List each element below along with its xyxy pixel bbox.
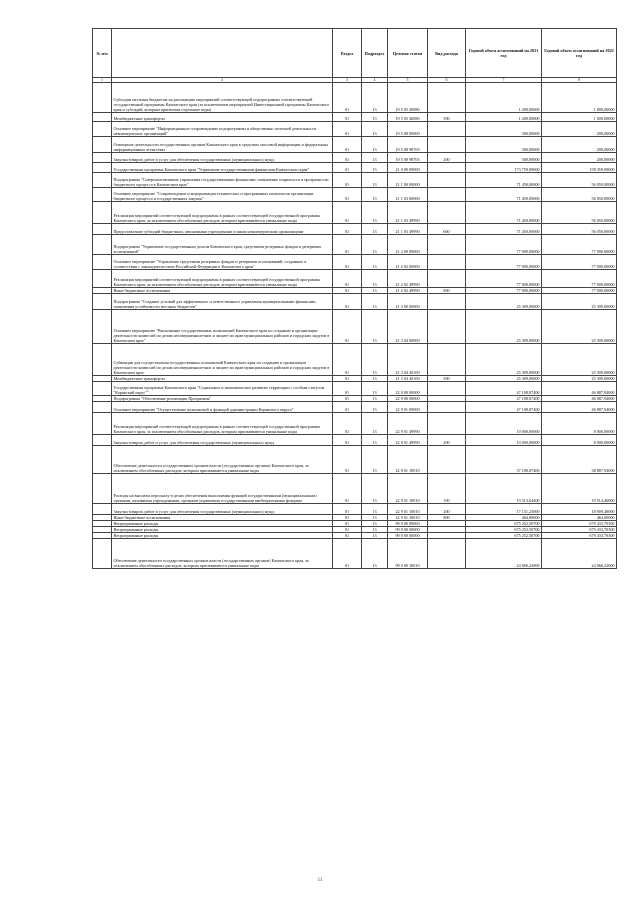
amount-2022-cell: 8 000,00000 <box>542 413 617 435</box>
target-article-cell: 19 5 05 40080 <box>388 83 428 113</box>
podrazdel-cell: 13 <box>362 153 388 163</box>
amount-2022-cell: 24 066,22000 <box>542 539 617 569</box>
target-article-cell: 22 9 01 10010 <box>388 504 428 515</box>
podrazdel-cell: 13 <box>362 382 388 396</box>
item-name-cell: Обеспечение деятельности государственных органов власти (государственных органов) Камчатского края, за исключением обособленных расходов, которым присваиваются уникальные коды <box>112 539 333 569</box>
item-name-cell: Иные бюджетные ассигнования <box>112 515 333 521</box>
row-number-cell <box>93 294 112 310</box>
razdel-cell: 01 <box>333 504 362 515</box>
amount-2021-cell: 10 000,00000 <box>466 435 542 446</box>
table-row <box>93 474 617 504</box>
row-number-cell <box>93 382 112 396</box>
amount-2022-cell: 1 000,00000 <box>542 83 617 113</box>
razdel-cell: 01 <box>333 527 362 533</box>
row-number-cell <box>93 446 112 474</box>
razdel-cell: 01 <box>333 376 362 382</box>
podrazdel-cell: 13 <box>362 224 388 235</box>
amount-2021-cell: 25 309,00000 <box>466 294 542 310</box>
podrazdel-cell: 13 <box>362 396 388 402</box>
expense-type-cell: 200 <box>428 153 466 163</box>
amount-2022-cell: 200,00000 <box>542 137 617 153</box>
amount-2021-cell: 675 252,50700 <box>466 527 542 533</box>
table-row <box>93 310 617 344</box>
target-article-cell: 21 3 04 00000 <box>388 310 428 344</box>
expense-type-cell <box>428 294 466 310</box>
amount-2021-cell: 1 200,00000 <box>466 83 542 113</box>
amount-2022-cell: 56 050,00000 <box>542 173 617 188</box>
amount-2021-cell: 300,00000 <box>466 137 542 153</box>
razdel-cell: 01 <box>333 202 362 224</box>
razdel-cell: 01 <box>333 173 362 188</box>
amount-2021-cell: 71 450,00000 <box>466 188 542 202</box>
target-article-cell: 22 9 01 10010 <box>388 515 428 521</box>
amount-2022-cell: 77 000,00000 <box>542 288 617 294</box>
podrazdel-cell: 13 <box>362 113 388 122</box>
item-name-cell: Закупка товаров, работ и услуг для обеспечения государственных (муниципальных) нужд <box>112 435 333 446</box>
item-name-cell: Расходы на выплаты персоналу в целях обеспечения выполнения функций государственными (муниципальными) органами, казенными учреждениями, органами управления государственными внебюджетными фондами <box>112 474 333 504</box>
item-name-cell: Основное мероприятие "Выполнение государственных полномочий Камчатского края по созданию и организации деятельности комиссий по делам несовершеннолетних и защите их прав муниципальных районов и городских округов в Камчатском крае" <box>112 310 333 344</box>
row-number-cell <box>93 270 112 288</box>
column-number: 8 <box>542 78 617 83</box>
target-article-cell: 99 0 00 10010 <box>388 539 428 569</box>
amount-2022-cell: 77 000,00000 <box>542 255 617 270</box>
row-number-cell <box>93 310 112 344</box>
podrazdel-cell: 13 <box>362 413 388 435</box>
razdel-cell: 01 <box>333 521 362 527</box>
target-article-cell: 22 9 01 10010 <box>388 474 428 504</box>
table-row <box>93 270 617 288</box>
item-name-cell: Реализация мероприятий соответствующей подпрограммы в рамках соответствующей государственной программы Камчатского края, за исключением обособленных расходов, которым присваиваются уникальные коды <box>112 270 333 288</box>
row-number-cell <box>93 202 112 224</box>
row-number-cell <box>93 539 112 569</box>
podrazdel-cell: 13 <box>362 122 388 137</box>
item-name-cell: Субсидии местным бюджетам на реализацию мероприятий соответствующей подпрограммы соответствующей государственной программы Камчатского края (за исключением мероприятий Инвестиционной программы Камчатского края и субсидий, которым присвоены отдельные коды) <box>112 83 333 113</box>
expense-type-cell <box>428 163 466 173</box>
podrazdel-cell: 13 <box>362 310 388 344</box>
podrazdel-cell: 13 <box>362 376 388 382</box>
table-row <box>93 255 617 270</box>
razdel-cell: 01 <box>333 137 362 153</box>
item-name-cell: Иные бюджетные ассигнования <box>112 288 333 294</box>
expense-type-cell <box>428 137 466 153</box>
podrazdel-cell: 13 <box>362 202 388 224</box>
item-name-cell: Непрограммные расходы <box>112 533 333 539</box>
row-number-cell <box>93 163 112 173</box>
column-number: 1 <box>93 78 112 83</box>
razdel-cell: 01 <box>333 153 362 163</box>
row-number-cell <box>93 137 112 153</box>
razdel-cell: 01 <box>333 113 362 122</box>
target-article-cell: 21 3 04 40100 <box>388 344 428 376</box>
amount-2022-cell: 8 000,00000 <box>542 435 617 446</box>
target-article-cell: 21 2 00 00000 <box>388 235 428 255</box>
amount-2021-cell: 47 108,87400 <box>466 402 542 413</box>
razdel-cell: 01 <box>333 188 362 202</box>
item-name-cell: Основное мероприятие "Информационное сопровождение подпрограммы и общественно полезной деятельности некоммерческих организаций" <box>112 122 333 137</box>
table-row <box>93 163 617 173</box>
amount-2021-cell: 173 759,00000 <box>466 163 542 173</box>
row-number-cell <box>93 235 112 255</box>
header-razdel: Раздел <box>333 29 362 78</box>
razdel-cell: 01 <box>333 235 362 255</box>
row-number-cell <box>93 255 112 270</box>
amount-2022-cell: 56 050,00000 <box>542 188 617 202</box>
budget-table <box>92 28 617 569</box>
razdel-cell: 01 <box>333 435 362 446</box>
target-article-cell: 99 0 00 00000 <box>388 521 428 527</box>
target-article-cell: 99 0 00 00000 <box>388 527 428 533</box>
item-name-cell: Основное мероприятие "Осуществление полномочий и функций администрации Корякского округа" <box>112 402 333 413</box>
amount-2021-cell: 675 252,50700 <box>466 533 542 539</box>
amount-2022-cell: 56 050,00000 <box>542 224 617 235</box>
razdel-cell: 01 <box>333 402 362 413</box>
table-row <box>93 83 617 113</box>
table-row <box>93 402 617 413</box>
podrazdel-cell: 13 <box>362 402 388 413</box>
podrazdel-cell: 13 <box>362 515 388 521</box>
table-row <box>93 382 617 396</box>
header-row <box>93 29 617 78</box>
amount-2022-cell: 679 433,70300 <box>542 527 617 533</box>
razdel-cell: 01 <box>333 270 362 288</box>
header-expense-type: Вид расхода <box>428 29 466 78</box>
expense-type-cell <box>428 270 466 288</box>
item-name-cell: Непрограммные расходы <box>112 521 333 527</box>
row-number-cell <box>93 113 112 122</box>
target-article-cell: 22 9 01 10010 <box>388 446 428 474</box>
podrazdel-cell: 13 <box>362 435 388 446</box>
podrazdel-cell: 13 <box>362 527 388 533</box>
table-row <box>93 413 617 435</box>
amount-2022-cell: 464,00000 <box>542 515 617 521</box>
razdel-cell: 01 <box>333 122 362 137</box>
expense-type-cell <box>428 202 466 224</box>
header-amount-2021: Годовой объем ассигнований на 2021 год <box>466 29 542 78</box>
header-number: № п/п <box>93 29 112 78</box>
amount-2021-cell: 25 309,00000 <box>466 376 542 382</box>
column-number: 7 <box>466 78 542 83</box>
table-row <box>93 344 617 376</box>
amount-2022-cell: 46 887,94000 <box>542 402 617 413</box>
item-name-cell: Государственная программа Камчатского края "Управление государственными финансами Камчатского края" <box>112 163 333 173</box>
page-number: 11 <box>317 878 323 883</box>
target-article-cell: 21 1 03 00000 <box>388 188 428 202</box>
target-article-cell: 21 3 04 40100 <box>388 376 428 382</box>
amount-2021-cell: 71 450,00000 <box>466 202 542 224</box>
podrazdel-cell: 13 <box>362 521 388 527</box>
target-article-cell: 21 1 00 00000 <box>388 173 428 188</box>
row-number-cell <box>93 83 112 113</box>
podrazdel-cell: 13 <box>362 294 388 310</box>
amount-2022-cell: 38 887,94000 <box>542 446 617 474</box>
table-row <box>93 122 617 137</box>
table-row <box>93 202 617 224</box>
table-row <box>93 188 617 202</box>
item-name-cell: Межбюджетные трансферты <box>112 376 333 382</box>
item-name-cell: Государственная программа Камчатского края "Социальное и экономическое развитие территории с особым статусом "Корякский округ"" <box>112 382 333 396</box>
target-article-cell: 21 1 03 49990 <box>388 202 428 224</box>
amount-2021-cell: 25 309,00000 <box>466 344 542 376</box>
podrazdel-cell: 13 <box>362 446 388 474</box>
razdel-cell: 01 <box>333 344 362 376</box>
razdel-cell: 01 <box>333 294 362 310</box>
header-name <box>112 29 333 78</box>
row-number-cell <box>93 122 112 137</box>
table-row <box>93 173 617 188</box>
amount-2022-cell: 679 433,70300 <box>542 521 617 527</box>
column-number: 3 <box>333 78 362 83</box>
podrazdel-cell: 13 <box>362 188 388 202</box>
expense-type-cell <box>428 173 466 188</box>
item-name-cell: Предоставление субсидий бюджетным, автономным учреждениям и иным некоммерческим организациям <box>112 224 333 235</box>
amount-2022-cell: 77 000,00000 <box>542 235 617 255</box>
razdel-cell: 01 <box>333 224 362 235</box>
row-number-cell <box>93 173 112 188</box>
target-article-cell: 19 5 05 40080 <box>388 113 428 122</box>
target-article-cell: 21 3 00 00000 <box>388 294 428 310</box>
expense-type-cell <box>428 382 466 396</box>
razdel-cell: 01 <box>333 413 362 435</box>
expense-type-cell: 100 <box>428 474 466 504</box>
podrazdel-cell: 13 <box>362 173 388 188</box>
item-name-cell: Субвенции для осуществления государственных полномочий Камчатского края по созданию и организации деятельности комиссий по делам несовершеннолетних и защите их прав муниципальных районов и городских округов в Камчатском крае <box>112 344 333 376</box>
row-number-cell <box>93 413 112 435</box>
expense-type-cell <box>428 235 466 255</box>
podrazdel-cell: 13 <box>362 163 388 173</box>
amount-2021-cell: 77 000,00000 <box>466 235 542 255</box>
target-article-cell: 21 2 02 49990 <box>388 288 428 294</box>
column-number: 5 <box>388 78 428 83</box>
amount-2021-cell: 71 450,00000 <box>466 173 542 188</box>
expense-type-cell <box>428 402 466 413</box>
expense-type-cell: 800 <box>428 288 466 294</box>
table-row <box>93 153 617 163</box>
item-name-cell: Основное мероприятие "Управление средствами резервных фондов и резервами ассигнований, созданных в соответствии с законодательством Российской Федерации и Камчатского края" <box>112 255 333 270</box>
expense-type-cell <box>428 188 466 202</box>
expense-type-cell: 200 <box>428 435 466 446</box>
amount-2021-cell: 25 309,00000 <box>466 310 542 344</box>
item-name-cell: Подпрограмма "Совершенствование управления государственными финансами, повышение открытости и прозрачности бюджетного процесса в Камчатском крае" <box>112 173 333 188</box>
expense-type-cell <box>428 83 466 113</box>
razdel-cell: 01 <box>333 533 362 539</box>
amount-2021-cell: 77 000,00000 <box>466 270 542 288</box>
podrazdel-cell: 13 <box>362 137 388 153</box>
amount-2021-cell: 37 108,87400 <box>466 446 542 474</box>
amount-2022-cell: 46 887,94000 <box>542 382 617 396</box>
target-article-cell: 22 9 01 49990 <box>388 413 428 435</box>
podrazdel-cell: 13 <box>362 288 388 294</box>
amount-2022-cell: 46 887,94000 <box>542 396 617 402</box>
expense-type-cell <box>428 310 466 344</box>
target-article-cell: 19 5 08 98703 <box>388 153 428 163</box>
razdel-cell: 01 <box>333 83 362 113</box>
amount-2021-cell: 1 200,00000 <box>466 113 542 122</box>
table-row <box>93 294 617 310</box>
amount-2021-cell: 10 000,00000 <box>466 413 542 435</box>
row-number-cell <box>93 153 112 163</box>
amount-2022-cell: 200,00000 <box>542 122 617 137</box>
item-name-cell: Освещение деятельности государственных органов Камчатского края в средствах массовой информации и федеральных информационных агентствах <box>112 137 333 153</box>
target-article-cell: 22 9 00 00000 <box>388 396 428 402</box>
amount-2022-cell: 56 050,00000 <box>542 202 617 224</box>
amount-2021-cell: 77 000,00000 <box>466 288 542 294</box>
item-name-cell: Закупка товаров, работ и услуг для обеспечения государственных (муниципальных) нужд <box>112 153 333 163</box>
amount-2021-cell: 77 000,00000 <box>466 255 542 270</box>
amount-2022-cell: 679 433,70300 <box>542 533 617 539</box>
table-row <box>93 137 617 153</box>
row-number-cell <box>93 344 112 376</box>
amount-2021-cell: 300,00000 <box>466 153 542 163</box>
amount-2022-cell: 25 309,00000 <box>542 294 617 310</box>
item-name-cell: Основное мероприятие "Сопровождение и модернизация технических и программных комплексов организации бюджетного процесса и государственных закупок" <box>112 188 333 202</box>
razdel-cell: 01 <box>333 539 362 569</box>
expense-type-cell: 500 <box>428 113 466 122</box>
target-article-cell: 21 0 00 00000 <box>388 163 428 173</box>
amount-2022-cell: 1 000,00000 <box>542 113 617 122</box>
header-podrazdel: Подраздел <box>362 29 388 78</box>
row-number-cell <box>93 402 112 413</box>
target-article-cell: 99 0 00 00000 <box>388 533 428 539</box>
razdel-cell: 01 <box>333 255 362 270</box>
row-number-cell <box>93 188 112 202</box>
expense-type-cell: 600 <box>428 224 466 235</box>
table-row <box>93 113 617 122</box>
podrazdel-cell: 13 <box>362 504 388 515</box>
table-row <box>93 504 617 515</box>
header-target-article: Целевая статья <box>388 29 428 78</box>
item-name-cell: Межбюджетные трансферты <box>112 113 333 122</box>
expense-type-cell: 800 <box>428 515 466 521</box>
row-number-cell <box>93 224 112 235</box>
target-article-cell: 21 2 02 49990 <box>388 270 428 288</box>
target-article-cell: 22 0 00 00000 <box>388 382 428 396</box>
item-name-cell: Реализация мероприятий соответствующей подпрограммы в рамках соответствующей государственной программы Камчатского края, за исключением обособленных расходов, которым присваиваются уникальные коды <box>112 413 333 435</box>
podrazdel-cell: 13 <box>362 83 388 113</box>
razdel-cell: 01 <box>333 474 362 504</box>
table-row <box>93 539 617 569</box>
target-article-cell: 19 5 08 00000 <box>388 122 428 137</box>
razdel-cell: 01 <box>333 396 362 402</box>
podrazdel-cell: 13 <box>362 533 388 539</box>
amount-2021-cell: 47 108,87400 <box>466 396 542 402</box>
amount-2021-cell: 300,00000 <box>466 122 542 137</box>
item-name-cell: Обеспечение деятельности государственных органов власти (государственных органов) Камчатского края, за исключением обособленных расходов, которым присваиваются уникальные коды <box>112 446 333 474</box>
amount-2021-cell: 464,00000 <box>466 515 542 521</box>
razdel-cell: 01 <box>333 446 362 474</box>
amount-2022-cell: 77 000,00000 <box>542 270 617 288</box>
expense-type-cell <box>428 539 466 569</box>
row-number-cell <box>93 474 112 504</box>
expense-type-cell <box>428 413 466 435</box>
podrazdel-cell: 13 <box>362 255 388 270</box>
amount-2021-cell: 675 252,50700 <box>466 521 542 527</box>
target-article-cell: 22 9 01 49990 <box>388 435 428 446</box>
podrazdel-cell: 13 <box>362 539 388 569</box>
amount-2021-cell: 19 513,64400 <box>466 474 542 504</box>
podrazdel-cell: 13 <box>362 344 388 376</box>
razdel-cell: 01 <box>333 515 362 521</box>
table-row <box>93 224 617 235</box>
item-name-cell: Закупка товаров, работ и услуг для обеспечения государственных (муниципальных) нужд <box>112 504 333 515</box>
amount-2022-cell: 19 514,46000 <box>542 474 617 504</box>
amount-2021-cell: 24 066,22000 <box>466 539 542 569</box>
podrazdel-cell: 13 <box>362 474 388 504</box>
podrazdel-cell: 13 <box>362 235 388 255</box>
amount-2021-cell: 47 108,87400 <box>466 382 542 396</box>
target-article-cell: 19 5 08 98703 <box>388 137 428 153</box>
expense-type-cell <box>428 446 466 474</box>
amount-2021-cell: 71 450,00000 <box>466 224 542 235</box>
expense-type-cell: 200 <box>428 504 466 515</box>
item-name-cell: Подпрограмма "Обеспечение реализации Программы" <box>112 396 333 402</box>
amount-2022-cell: 25 309,00000 <box>542 344 617 376</box>
expense-type-cell: 500 <box>428 376 466 382</box>
item-name-cell: Реализация мероприятий соответствующей подпрограммы в рамках соответствующей государственной программы Камчатского края, за исключением обособленных расходов, которым присваиваются уникальные коды <box>112 202 333 224</box>
table-row <box>93 235 617 255</box>
header-amount-2022: Годовой объем ассигнований на 2022 год <box>542 29 617 78</box>
expense-type-cell <box>428 344 466 376</box>
target-article-cell: 21 2 02 00000 <box>388 255 428 270</box>
expense-type-cell <box>428 122 466 137</box>
podrazdel-cell: 13 <box>362 270 388 288</box>
item-name-cell: Непрограммные расходы <box>112 527 333 533</box>
table-row <box>93 446 617 474</box>
expense-type-cell <box>428 255 466 270</box>
razdel-cell: 01 <box>333 310 362 344</box>
razdel-cell: 01 <box>333 288 362 294</box>
amount-2022-cell: 25 309,00000 <box>542 376 617 382</box>
row-number-cell <box>93 435 112 446</box>
razdel-cell: 01 <box>333 382 362 396</box>
razdel-cell: 01 <box>333 163 362 173</box>
column-number: 2 <box>112 78 333 83</box>
amount-2022-cell: 25 309,00000 <box>542 310 617 344</box>
amount-2022-cell: 200,00000 <box>542 153 617 163</box>
amount-2021-cell: 17 131,23000 <box>466 504 542 515</box>
item-name-cell: Подпрограмма "Создание условий для эффективного и ответственного управления муниципальными финансами, повышения устойчивости местных бюджетов" <box>112 294 333 310</box>
target-article-cell: 21 1 03 49990 <box>388 224 428 235</box>
target-article-cell: 22 9 01 00000 <box>388 402 428 413</box>
column-number: 6 <box>428 78 466 83</box>
column-number: 4 <box>362 78 388 83</box>
item-name-cell: Подпрограмма "Управление государственным долгом Камчатского края, средствами резервных фондов и резервами ассигнований" <box>112 235 333 255</box>
amount-2022-cell: 158 359,00000 <box>542 163 617 173</box>
table-row <box>93 435 617 446</box>
amount-2022-cell: 18 909,48000 <box>542 504 617 515</box>
row-number-cell <box>93 504 112 515</box>
